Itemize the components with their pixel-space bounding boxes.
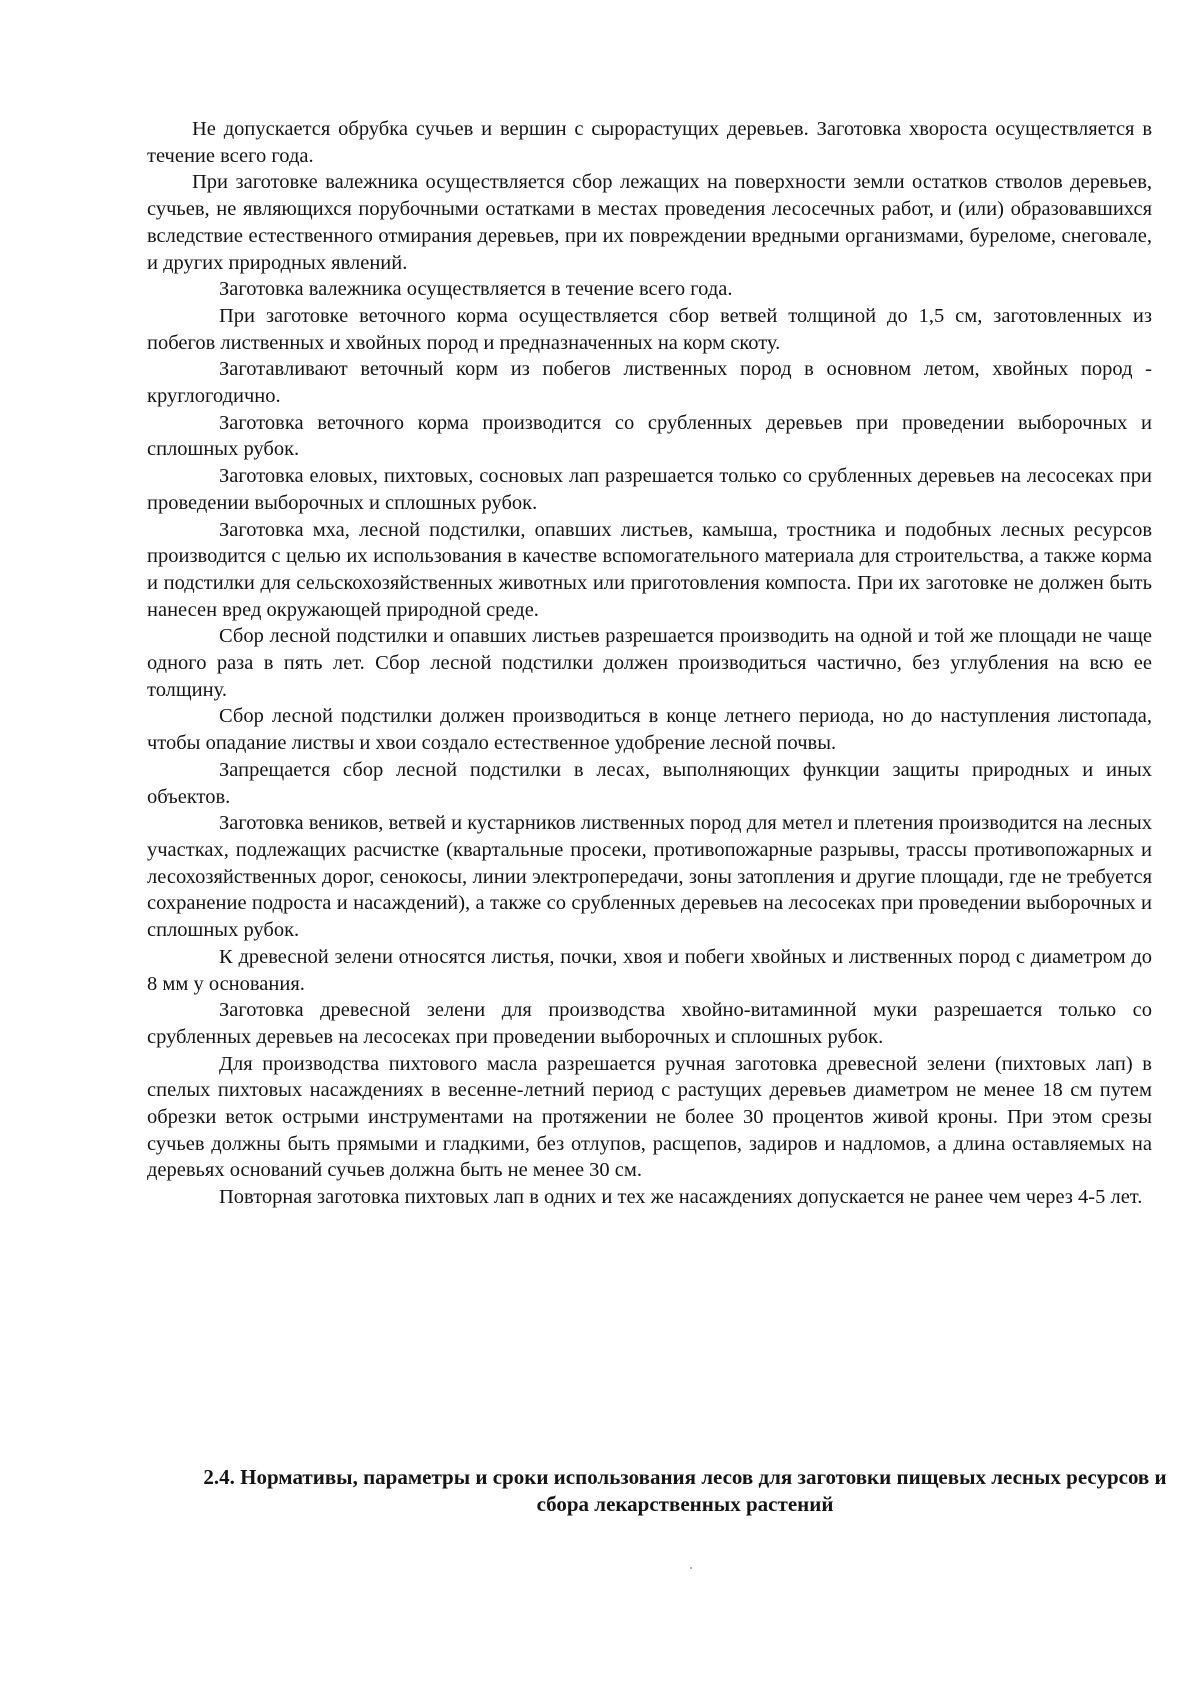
paragraph: Заготовка валежника осуществляется в течение всего года. bbox=[219, 278, 733, 301]
paragraph: Не допускается обрубка сучьев и вершин с сырорастущих деревьев. Заготовка хвороста осуществляется в течение всего года. bbox=[147, 118, 1152, 167]
paragraph: Повторная заготовка пихтовых лап в одних и тех же насаждениях допускается не ранее чем через 4-5 лет. bbox=[219, 1186, 1143, 1209]
paragraph: Для производства пихтового масла разрешается ручная заготовка древесной зелени (пихтовых лап) в спелых пихтовых насаждениях в весенне-летний период с растущих деревьев диаметром не менее 18 см путем обрезки веток острыми инструментами на протяжении не более 30 процентов живой кроны. При этом срезы сучьев должны быть прямыми и гладкими, без отлупов, расщепов, задиров и надломов, а длина оставляемых на деревьях оснований сучьев должна быть не менее 30 см. bbox=[147, 1052, 1152, 1182]
paragraph: При заготовке валежника осуществляется сбор лежащих на поверхности земли остатков стволов деревьев, сучьев, не являющихся порубочными остатками в местах проведения лесосечных работ, и (или) образовавшихся вследствие естественного отмирания деревьев, при их повреждении вредными организмами, буреломе, снеговале, и других природных явлений. bbox=[147, 171, 1152, 274]
paragraph: Запрещается сбор лесной подстилки в лесах, выполняющих функции защиты природных и иных объектов. bbox=[147, 758, 1152, 808]
paragraph: Заготовка древесной зелени для производства хвойно-витаминной муки разрешается только со срубленных деревьев на лесосеках при проведении выборочных и сплошных рубок. bbox=[147, 999, 1152, 1048]
section-heading: 2.4. Нормативы, параметры и сроки использования лесов для заготовки пищевых лесных ресурсов и сбора лекарственных растений bbox=[203, 1465, 1167, 1516]
paragraph: Заготовка мха, лесной подстилки, опавших листьев, камыша, тростника и подобных лесных ресурсов производится с целью их использования в качестве вспомогательного материала для строительства, а также корма и подстилки для сельскохозяйственных животных или приготовления компоста. При их заготовке не должен быть нанесен вред окружающей природной среде. bbox=[147, 518, 1152, 621]
paragraph: Сбор лесной подстилки должен производиться в конце летнего периода, но до наступления листопада, чтобы опадание листвы и хвои создало естественное удобрение лесной почвы. bbox=[147, 705, 1152, 755]
paragraph: Сбор лесной подстилки и опавших листьев разрешается производить на одной и той же площади не чаще одного раза в пять лет. Сбор лесной подстилки должен производиться частично, без углубления на всю ее толщину. bbox=[147, 625, 1152, 701]
paragraph: Заготавливают веточный корм из побегов лиственных пород в основном летом, хвойных пород - круглогодично. bbox=[147, 358, 1152, 408]
body-text bbox=[147, 116, 1152, 1211]
scan-artifact-dot bbox=[690, 1567, 692, 1569]
paragraph: Заготовка еловых, пихтовых, сосновых лап разрешается только со срубленных деревьев на лесосеках при проведении выборочных и сплошных рубок. bbox=[147, 465, 1152, 514]
paragraph: К древесной зелени относятся листья, почки, хвоя и побеги хвойных и лиственных пород с диаметром до 8 мм у основания. bbox=[147, 945, 1152, 995]
paragraph: Заготовка веточного корма производится со срубленных деревьев при проведении выборочных и сплошных рубок. bbox=[147, 411, 1152, 461]
paragraph: Заготовка веников, ветвей и кустарников лиственных пород для метел и плетения производится на лесных участках, подлежащих расчистке (квартальные просеки, противопожарные разрывы, трассы противопожарных и лесохозяйственных дорог, сенокосы, линии электропередачи, зоны затопления и другие площади, где не требуется сохранение подроста и насаждений), а также со срубленных деревьев на лесосеках при проведении выборочных и сплошных рубок. bbox=[147, 812, 1152, 942]
paragraph: При заготовке веточного корма осуществляется сбор ветвей толщиной до 1,5 см, заготовленных из побегов лиственных и хвойных пород и предназначенных на корм скоту. bbox=[147, 304, 1152, 354]
